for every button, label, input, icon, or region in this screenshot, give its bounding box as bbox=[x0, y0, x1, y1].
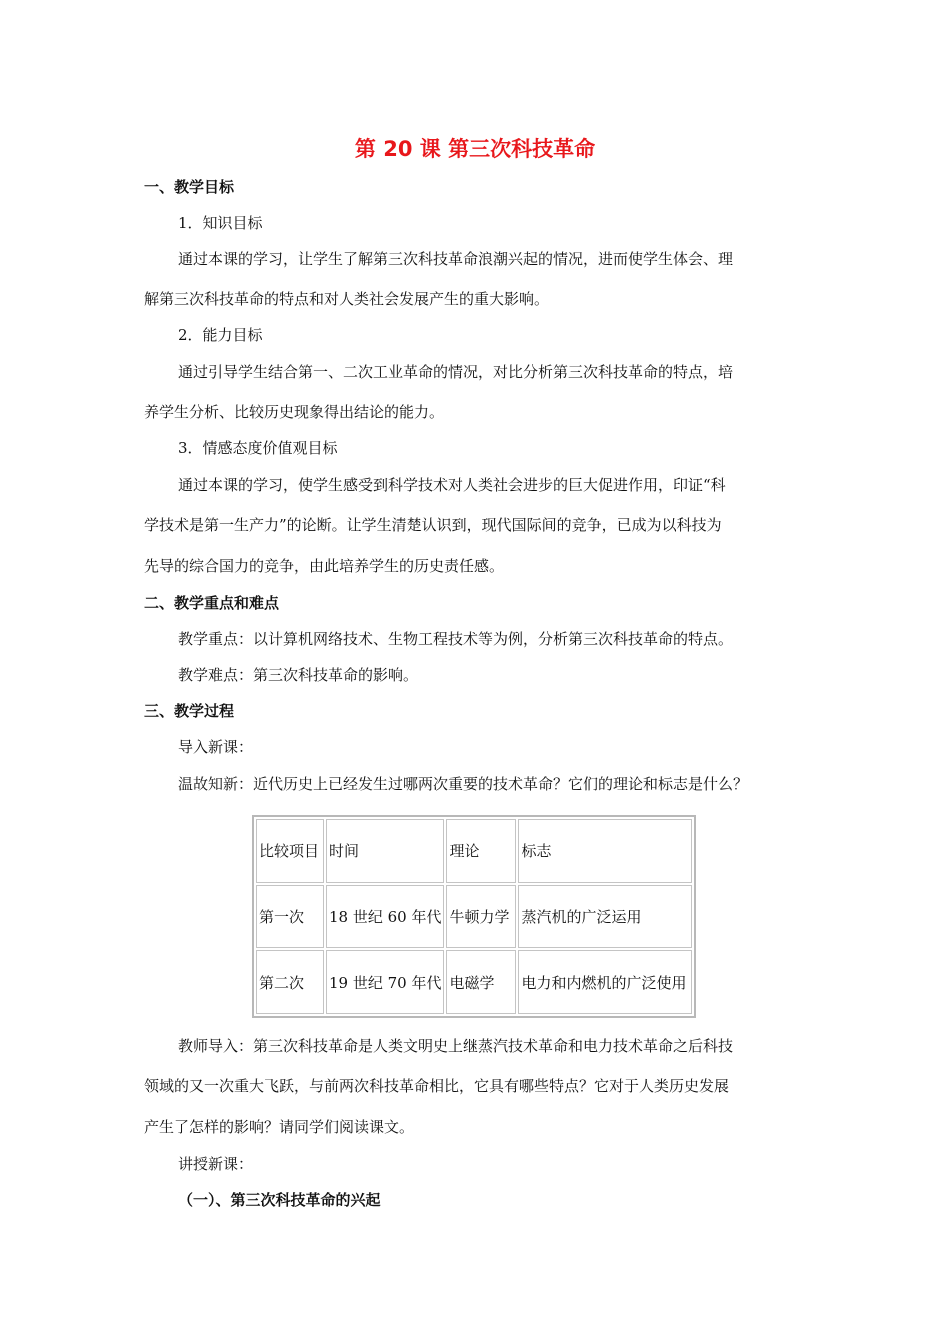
paragraph-line: 先导的综合国力的竞争，由此培养学生的历史责任感。 bbox=[144, 557, 505, 575]
table-row bbox=[256, 885, 692, 949]
table-header-cell: 比较项目 bbox=[256, 819, 324, 883]
item-emotion-goal: 3．情感态度价值观目标 bbox=[178, 439, 338, 457]
table-cell: 电磁学 bbox=[446, 950, 516, 1014]
table-cell: 第二次 bbox=[256, 950, 324, 1014]
section-heading-key-points: 二、教学重点和难点 bbox=[144, 594, 280, 612]
paragraph-line: 通过本课的学习，让学生了解第三次科技革命浪潮兴起的情况，进而使学生体会、理 bbox=[178, 250, 734, 268]
table-header-cell: 理论 bbox=[446, 819, 516, 883]
paragraph-line: 养学生分析、比较历史现象得出结论的能力。 bbox=[144, 403, 445, 421]
table-header-row bbox=[256, 819, 692, 883]
paragraph-line: 学技术是第一生产力”的论断。让学生清楚认识到，现代国际间的竞争，已成为以科技为 bbox=[144, 516, 722, 534]
section-heading-process: 三、教学过程 bbox=[144, 702, 235, 720]
key-point-line: 教学重点：以计算机网络技术、生物工程技术等为例，分析第三次科技革命的特点。 bbox=[178, 630, 734, 648]
table-header-cell: 标志 bbox=[518, 819, 692, 883]
table-cell: 牛顿力学 bbox=[446, 885, 516, 949]
paragraph-line: 产生了怎样的影响？请同学们阅读课文。 bbox=[144, 1118, 415, 1136]
subsection-heading: （一）、第三次科技革命的兴起 bbox=[178, 1191, 381, 1209]
paragraph-line: 教师导入：第三次科技革命是人类文明史上继蒸汽技术革命和电力技术革命之后科技 bbox=[178, 1037, 734, 1055]
item-knowledge-goal: 1．知识目标 bbox=[178, 214, 263, 232]
difficulty-line: 教学难点：第三次科技革命的影响。 bbox=[178, 666, 419, 684]
review-question: 温故知新：近代历史上已经发生过哪两次重要的技术革命？它们的理论和标志是什么？ bbox=[178, 775, 749, 793]
table-cell: 19 世纪 70 年代 bbox=[326, 950, 444, 1014]
paragraph-line: 通过引导学生结合第一、二次工业革命的情况，对比分析第三次科技革命的特点，培 bbox=[178, 363, 734, 381]
intro-label: 导入新课： bbox=[178, 738, 254, 756]
table-cell: 电力和内燃机的广泛使用 bbox=[518, 950, 692, 1014]
section-heading-objectives: 一、教学目标 bbox=[144, 178, 235, 196]
table-cell: 第一次 bbox=[256, 885, 324, 949]
table-header-cell: 时间 bbox=[326, 819, 444, 883]
paragraph-line: 解第三次科技革命的特点和对人类社会发展产生的重大影响。 bbox=[144, 290, 550, 308]
table-row bbox=[256, 950, 692, 1014]
lecture-label: 讲授新课： bbox=[178, 1155, 254, 1173]
paragraph-line: 领域的又一次重大飞跃，与前两次科技革命相比，它具有哪些特点？它对于人类历史发展 bbox=[144, 1077, 730, 1095]
paragraph-line: 通过本课的学习，使学生感受到科学技术对人类社会进步的巨大促进作用，印证“科 bbox=[178, 476, 726, 494]
table-cell: 蒸汽机的广泛运用 bbox=[518, 885, 692, 949]
table-cell: 18 世纪 60 年代 bbox=[326, 885, 444, 949]
page-title: 第 20 课 第三次科技革命 bbox=[354, 137, 596, 161]
item-ability-goal: 2．能力目标 bbox=[178, 326, 263, 344]
comparison-table bbox=[252, 815, 696, 1018]
